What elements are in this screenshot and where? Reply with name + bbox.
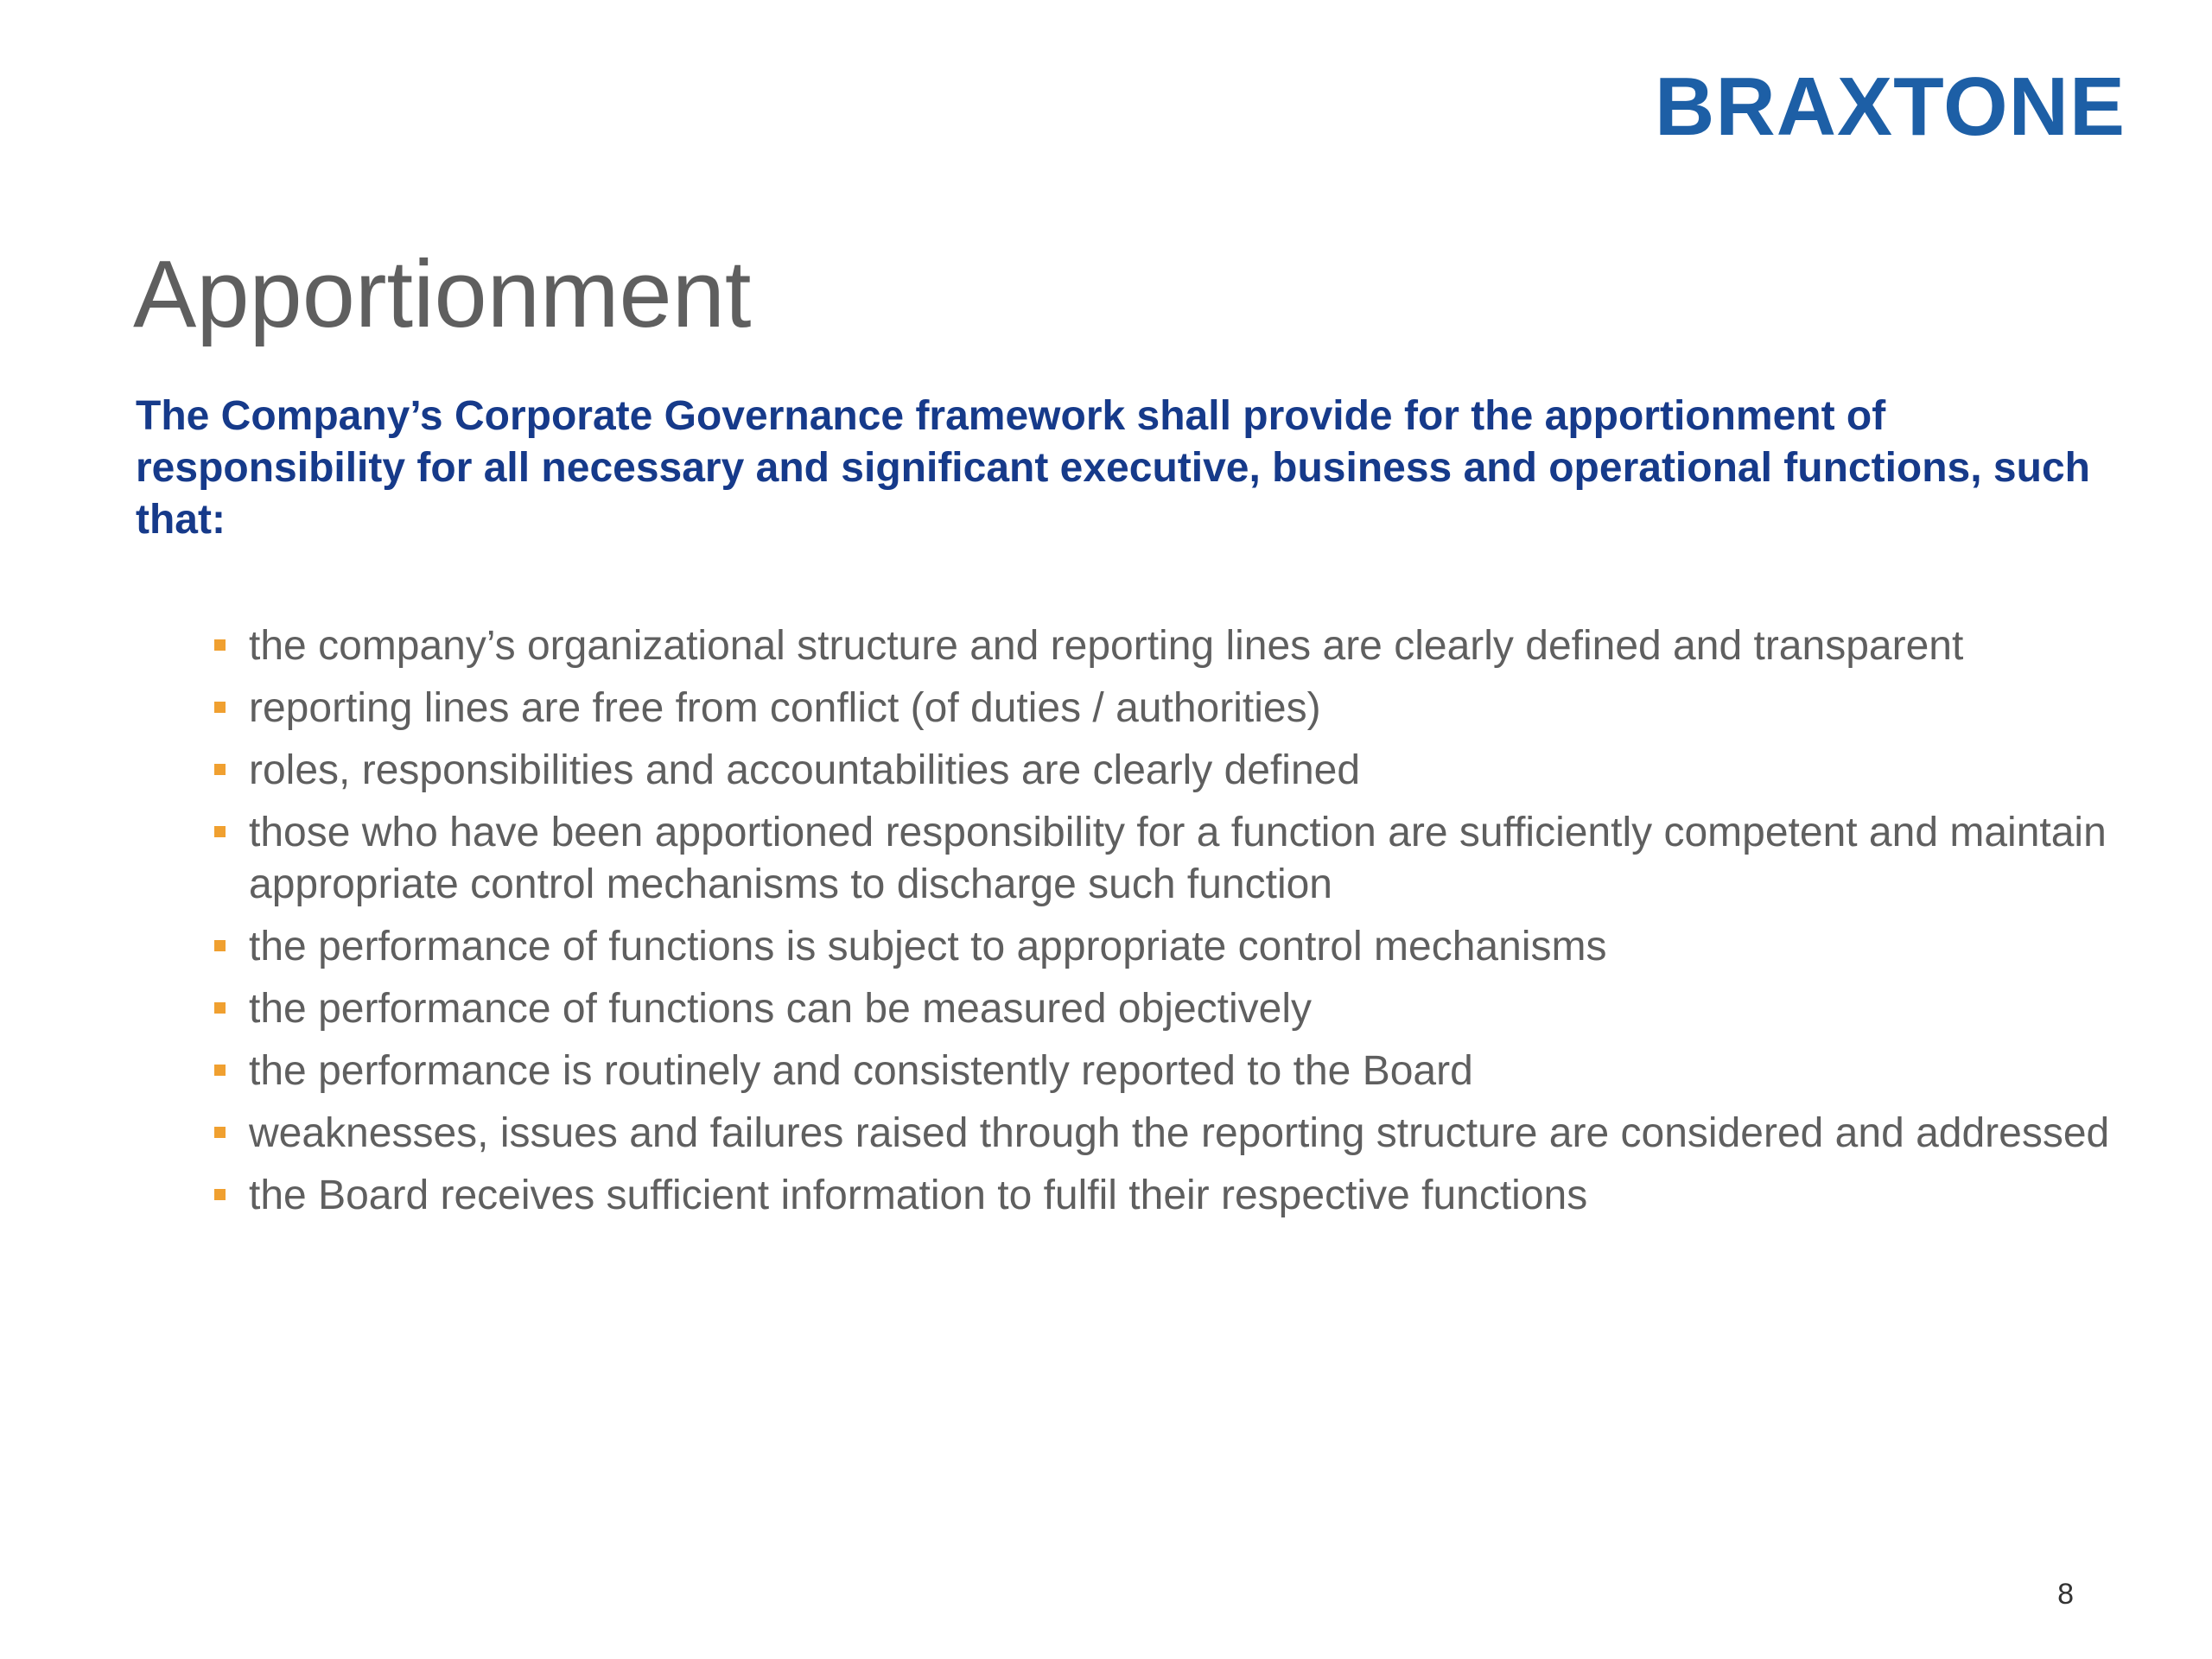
bullet-text: the company’s organizational structure and reporting lines are clearly defined and transparent <box>249 623 1964 669</box>
square-bullet-icon <box>214 826 226 837</box>
bullet-item <box>214 807 2115 911</box>
page-number: 8 <box>2057 1578 2074 1611</box>
bullet-text: reporting lines are free from conflict (of duties / authorities) <box>249 685 1321 731</box>
square-bullet-icon <box>214 1065 226 1076</box>
bullet-item <box>214 620 2115 672</box>
bullet-text: roles, responsibilities and accountabilities are clearly defined <box>249 747 1361 793</box>
bullet-text: the performance is routinely and consistently reported to the Board <box>249 1048 1473 1094</box>
square-bullet-icon <box>214 702 226 713</box>
square-bullet-icon <box>214 940 226 951</box>
square-bullet-icon <box>214 1127 226 1138</box>
bullet-text: the performance of functions can be measured objectively <box>249 986 1313 1032</box>
square-bullet-icon <box>214 764 226 775</box>
bullet-text: weaknesses, issues and failures raised through the reporting structure are considered and addressed <box>249 1110 2110 1156</box>
bullet-text: the performance of functions is subject to appropriate control mechanisms <box>249 924 1607 969</box>
slide-title: Apportionment <box>133 241 752 347</box>
square-bullet-icon <box>214 1189 226 1200</box>
bullet-text: those who have been apportioned responsibility for a function are sufficiently competent and maintain appropriate control mechanisms to discharge such function <box>249 810 2107 907</box>
bullet-list <box>214 620 2115 1232</box>
intro-statement: The Company’s Corporate Governance framework shall provide for the apportionment of responsibility for all necessary and significant executive, business and operational functions, such that: <box>136 393 2090 543</box>
bullet-item <box>214 745 2115 797</box>
bullet-item <box>214 921 2115 973</box>
bullet-item <box>214 983 2115 1035</box>
square-bullet-icon <box>214 1002 226 1014</box>
bullet-item <box>214 1046 2115 1097</box>
bullet-text: the Board receives sufficient information to fulfil their respective functions <box>249 1173 1588 1218</box>
braxtone-logo: BRAXTONE <box>1655 60 2126 153</box>
square-bullet-icon <box>214 639 226 651</box>
bullet-item <box>214 683 2115 734</box>
bullet-item <box>214 1170 2115 1222</box>
bullet-item <box>214 1108 2115 1160</box>
